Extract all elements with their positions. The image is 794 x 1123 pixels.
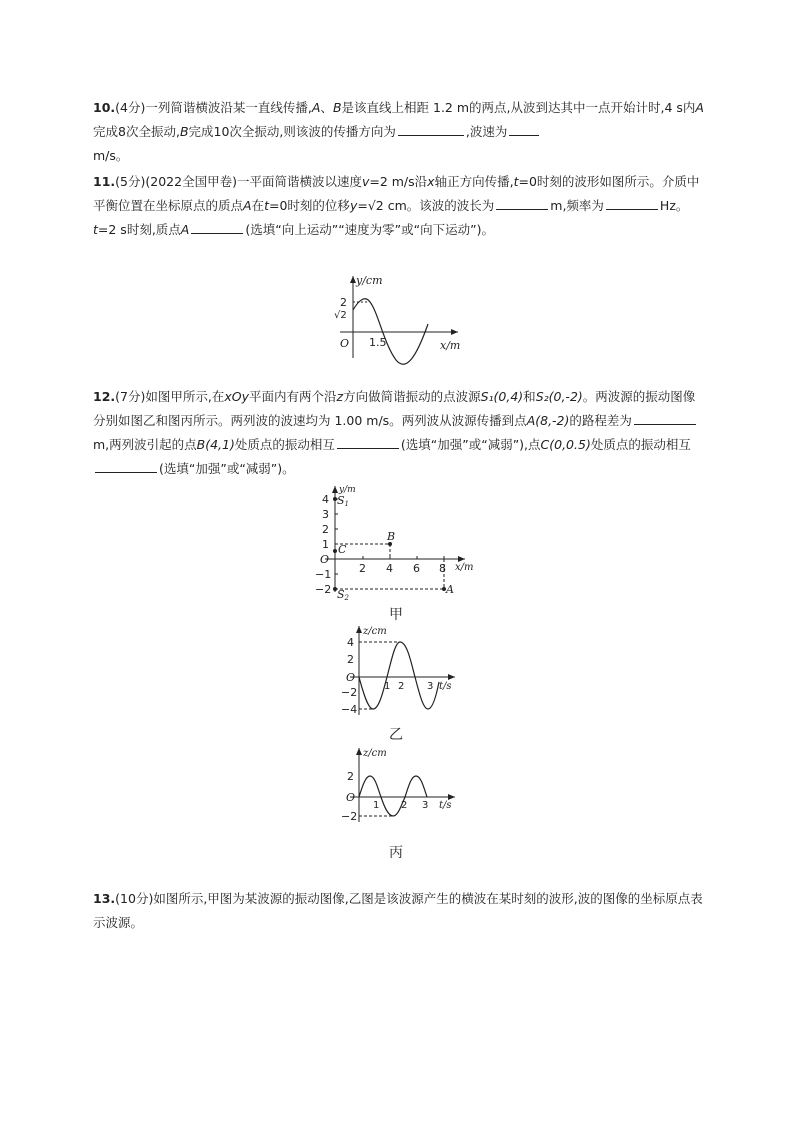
- question-number: 10.: [93, 100, 116, 115]
- tick-y: −2: [341, 686, 358, 699]
- answer-blank[interactable]: [496, 196, 548, 210]
- tick-x: 8: [439, 562, 446, 575]
- t-axis-label: t/s: [439, 800, 452, 811]
- question-number: 11.: [93, 174, 116, 189]
- answer-blank[interactable]: [95, 459, 157, 473]
- question-13: 13.(10分)如图所示,甲图为某波源的振动图像,乙图是该波源产生的横波在某时刻的波形,波的图像的坐标原点表示波源。: [93, 891, 703, 930]
- z-axis-arrow: [356, 748, 362, 755]
- tick-x-1-5: 1.5: [369, 336, 387, 349]
- point-c: [333, 549, 337, 553]
- caption-bing: 丙: [389, 845, 403, 861]
- z-axis-label: z/cm: [363, 748, 387, 759]
- z-axis-label: z/cm: [363, 626, 387, 637]
- answer-blank[interactable]: [191, 220, 243, 234]
- tick-x: 2: [401, 800, 408, 811]
- vibration-curve: [359, 776, 427, 816]
- question-number: 13.: [93, 891, 116, 906]
- figure-11-wave: [320, 272, 470, 362]
- question-11: 11.(5分)(2022全国甲卷)一平面简谐横波以速度v=2 m/s沿x轴正方向传播,t=0时刻的波形如图所示。介质中平衡位置在坐标原点的质点A在t=0时刻的位移y=√2 cm。该波的波长为 m,频率为 Hz。t=2 s时刻,质点A (选填“向上运动”“速度为零”或“向下运动”)。: [93, 174, 700, 237]
- answer-blank[interactable]: [398, 122, 464, 136]
- figure-yi: [335, 622, 465, 717]
- tick-y: 2: [322, 523, 329, 536]
- origin-label: O: [340, 337, 350, 350]
- z-axis-arrow: [356, 626, 362, 633]
- wave-curve: [353, 299, 428, 365]
- tick-x: 1: [384, 681, 391, 692]
- label-b: B: [387, 530, 396, 543]
- answer-blank[interactable]: [337, 435, 399, 449]
- score: (7分): [115, 389, 146, 404]
- question-10: 10.(4分)一列简谐横波沿某一直线传播,A、B是该直线上相距 1.2 m的两点,从波到达其中一点开始计时,4 s内A完成8次全振动,B完成10次全振动,则该波的传播方向为 ,波速为 m/s。: [93, 100, 704, 163]
- label-s1: S1: [337, 494, 350, 508]
- tick-x: 1: [373, 800, 380, 811]
- score: (4分): [115, 100, 146, 115]
- label-s2: S2: [337, 588, 350, 602]
- x-axis-label: x/m: [440, 339, 461, 352]
- t-axis-arrow: [448, 674, 455, 680]
- tick-y: 2: [347, 770, 354, 783]
- figure-jia: [315, 482, 485, 602]
- tick-y: 2: [347, 653, 354, 666]
- tick-y: 4: [347, 636, 354, 649]
- y-axis-arrow: [332, 486, 338, 493]
- vibration-curve: [359, 642, 439, 709]
- tick-y-root2: √2: [334, 310, 347, 321]
- origin-label: O: [320, 553, 330, 566]
- tick-x: 6: [413, 562, 420, 575]
- x-axis-arrow: [451, 329, 458, 335]
- tick-x: 3: [427, 681, 434, 692]
- x-axis-label: x/m: [455, 562, 474, 573]
- tick-y: −1: [315, 568, 332, 581]
- question-12: 12.(7分)如图甲所示,在xOy平面内有两个沿z方向做简谐振动的点波源S₁(0,4)和S₂(0,-2)。两波源的振动图像分别如图乙和图丙所示。两列波的波速均为 1.00 m/s。两列波从波源传播到点A(8,-2)的路程差为m,两列波引起的点B(4,1)处质点的振动相互 (选填“加强”或“减弱”),点C(0,0.5)处质点的振动相互(选填“加强”或“减弱”)。: [93, 389, 696, 476]
- tick-y: 1: [322, 538, 329, 551]
- t-axis-label: t/s: [439, 681, 452, 692]
- tick-y: −4: [341, 703, 358, 716]
- question-number: 12.: [93, 389, 116, 404]
- y-axis-label: y/m: [339, 485, 356, 495]
- tick-y-2: 2: [340, 296, 347, 309]
- score: (10分): [115, 891, 154, 906]
- y-axis-label: y/cm: [356, 274, 383, 287]
- answer-blank[interactable]: [606, 196, 658, 210]
- origin-label: O: [346, 791, 356, 804]
- tick-y: 3: [322, 508, 329, 521]
- tick-x: 4: [386, 562, 393, 575]
- caption-jia: 甲: [389, 607, 403, 623]
- label-c: C: [338, 543, 347, 556]
- figure-bing: [335, 744, 465, 824]
- tick-x: 3: [422, 800, 429, 811]
- score: (5分): [115, 174, 146, 189]
- tick-y: −2: [315, 583, 332, 596]
- label-a: A: [446, 583, 454, 596]
- answer-blank[interactable]: [509, 122, 539, 136]
- origin-label: O: [346, 671, 356, 684]
- tick-y: −2: [341, 810, 358, 823]
- answer-blank[interactable]: [634, 411, 696, 425]
- tick-x: 2: [398, 681, 405, 692]
- tick-x: 2: [359, 562, 366, 575]
- caption-yi: 乙: [389, 727, 403, 743]
- tick-y: 4: [322, 493, 329, 506]
